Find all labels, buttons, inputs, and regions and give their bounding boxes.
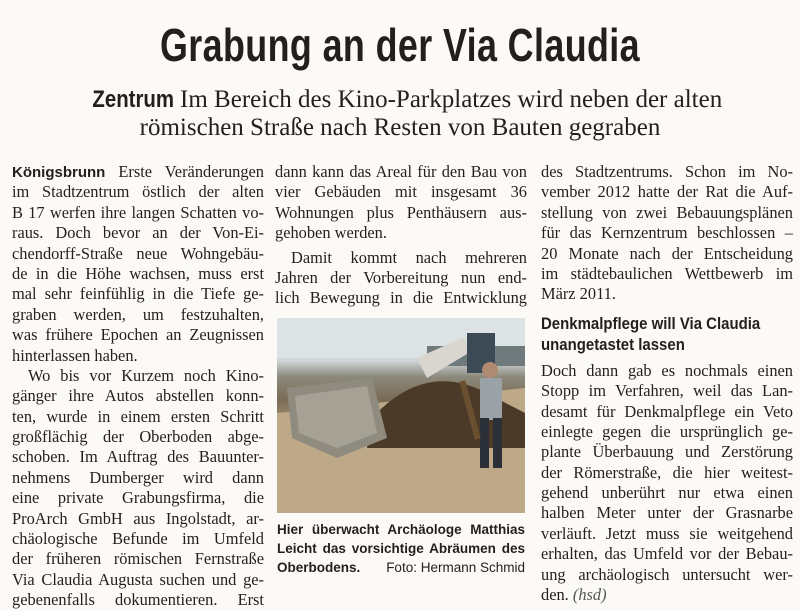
text-line: der Römerstraße, die hier weitest- [541, 462, 793, 482]
text-line: einlegte gegen die ursprünglich ge- [541, 421, 793, 441]
text-line: plante Überbauung und Zerstörung [541, 442, 793, 462]
text-line: dann kann das Areal für den Bau von [275, 162, 527, 181]
dateline: Königsbrunn [12, 164, 106, 181]
text-line: Wo bis vor Kurzem noch Kino- [28, 365, 264, 385]
text-line: verläuft. Jetzt muss sie weitgehend [541, 523, 793, 543]
subhead-line: Denkmalpflege will Via Claudia [541, 313, 761, 333]
photo-caption [277, 520, 525, 577]
text-line: desamt für Denkmalpflege ein Veto [541, 401, 793, 421]
text-line: der früheren römischen Fernstraße [12, 549, 264, 569]
text-line: vier Gebäuden mit insgesamt 36 [275, 182, 527, 202]
text-line: Jahren der Vorbereitung nun end- [275, 267, 527, 287]
text-line: was frühere Epochen an Zeugnissen [12, 325, 264, 345]
caption-line: Oberbodens. [277, 560, 361, 575]
text-line: gehoben werden. [275, 223, 387, 243]
text-line: gehend unberührt nur etwa einen [541, 483, 793, 503]
text-line: chäologische Befunde im Umfeld [12, 529, 264, 549]
text-line: Wohnungen plus Penthäusern aus- [275, 202, 527, 222]
text-line: Stopp im Verfahren, weil das Lan- [541, 381, 793, 401]
text-line: Königsbrunn Erste Veränderungen [12, 162, 264, 181]
text-line: Doch dann gab es nochmals einen [541, 360, 793, 380]
text-line: eine private Grabungsfirma, die [12, 488, 264, 508]
caption-line: Hier überwacht Archäologe Matthias [277, 522, 525, 537]
excavator-scene-image [277, 318, 525, 513]
text-line: im Stadtzentrum östlich der alten [12, 182, 264, 202]
subheadline-line-2: römischen Straße nach Resten von Bauten gegraben [139, 114, 661, 141]
text-line: 20 Monate nach der Entscheidung [541, 243, 793, 263]
subheadline-text-1: Im Bereich des Kino-Parkplatzes wird neben der alten [180, 86, 723, 113]
text-line: gebenenfalls dokumentieren. Erst [12, 590, 264, 610]
text-line: gänger ihre Autos abstellen konn- [12, 386, 264, 406]
text-line: Via Claudia Augusta suchen und ge- [12, 569, 264, 589]
text-line: des Stadtzentrums. Schon im No- [541, 162, 793, 181]
article-photo-excavation [277, 318, 525, 513]
text-line: lich Bewegung in die Entwicklung [275, 288, 527, 308]
text-line: im städtebaulichen Wettbewerb im [541, 263, 793, 283]
text-line: für das Kernzentrum beschlossen – [541, 223, 793, 243]
article-column-1 [12, 162, 264, 611]
subhead [541, 313, 793, 355]
photo-credit: Foto: Hermann Schmid [386, 560, 525, 575]
text-fragment: den. [541, 585, 569, 605]
text-line: graben werden, um festzuhalten, [12, 304, 264, 324]
text-line: raus. Doch bevor an der Von-Ei- [12, 223, 264, 243]
text-line: de in die Höhe wachsen, muss erst [12, 263, 264, 283]
text-line: erhalten, das Umfeld vor der Bebau- [541, 544, 793, 564]
text-line: ten, wurde in einem ersten Schritt [12, 406, 264, 426]
text-line: mal sehr feinfühlig in die Tiefe ge- [12, 284, 264, 304]
text-line: März 2011. [541, 284, 616, 304]
caption-line: Leicht das vorsichtige Abräumen des [277, 541, 525, 556]
subheadline-line-1 [0, 86, 800, 113]
text-line: nehmens Dumberger wird dann [12, 467, 264, 487]
text-line: großflächig der Oberboden abge- [12, 427, 264, 447]
text-line: schoben. Im Auftrag des Bauunter- [12, 447, 264, 467]
text-line: Damit kommt nach mehreren [291, 247, 527, 267]
author-initials: (hsd) [572, 585, 607, 605]
subheadline-keyword: Zentrum [92, 86, 174, 113]
text-line: ung archäologisch untersucht wer- [541, 564, 793, 584]
text-line: hinterlassen haben. [12, 345, 138, 365]
text-line: stellung von zwei Bebauungsplänen [541, 202, 793, 222]
text-line: ProArch GmbH aus Ingolstadt, ar- [12, 508, 264, 528]
subhead-line: unangetastet lassen [541, 334, 685, 354]
headline: Grabung an der Via Claudia [159, 19, 641, 71]
text-line: chendorff-Straße neue Wohngebäu- [12, 243, 264, 263]
text-line: B 17 werfen ihre langen Schatten vo- [12, 202, 264, 222]
article-column-2 [275, 162, 527, 309]
text-line: halben Meter unter der Grasnarbe [541, 503, 793, 523]
text-line: vember 2012 hatte der Rat die Auf- [541, 182, 793, 202]
article-column-3 [541, 162, 793, 605]
text-line [541, 585, 793, 605]
